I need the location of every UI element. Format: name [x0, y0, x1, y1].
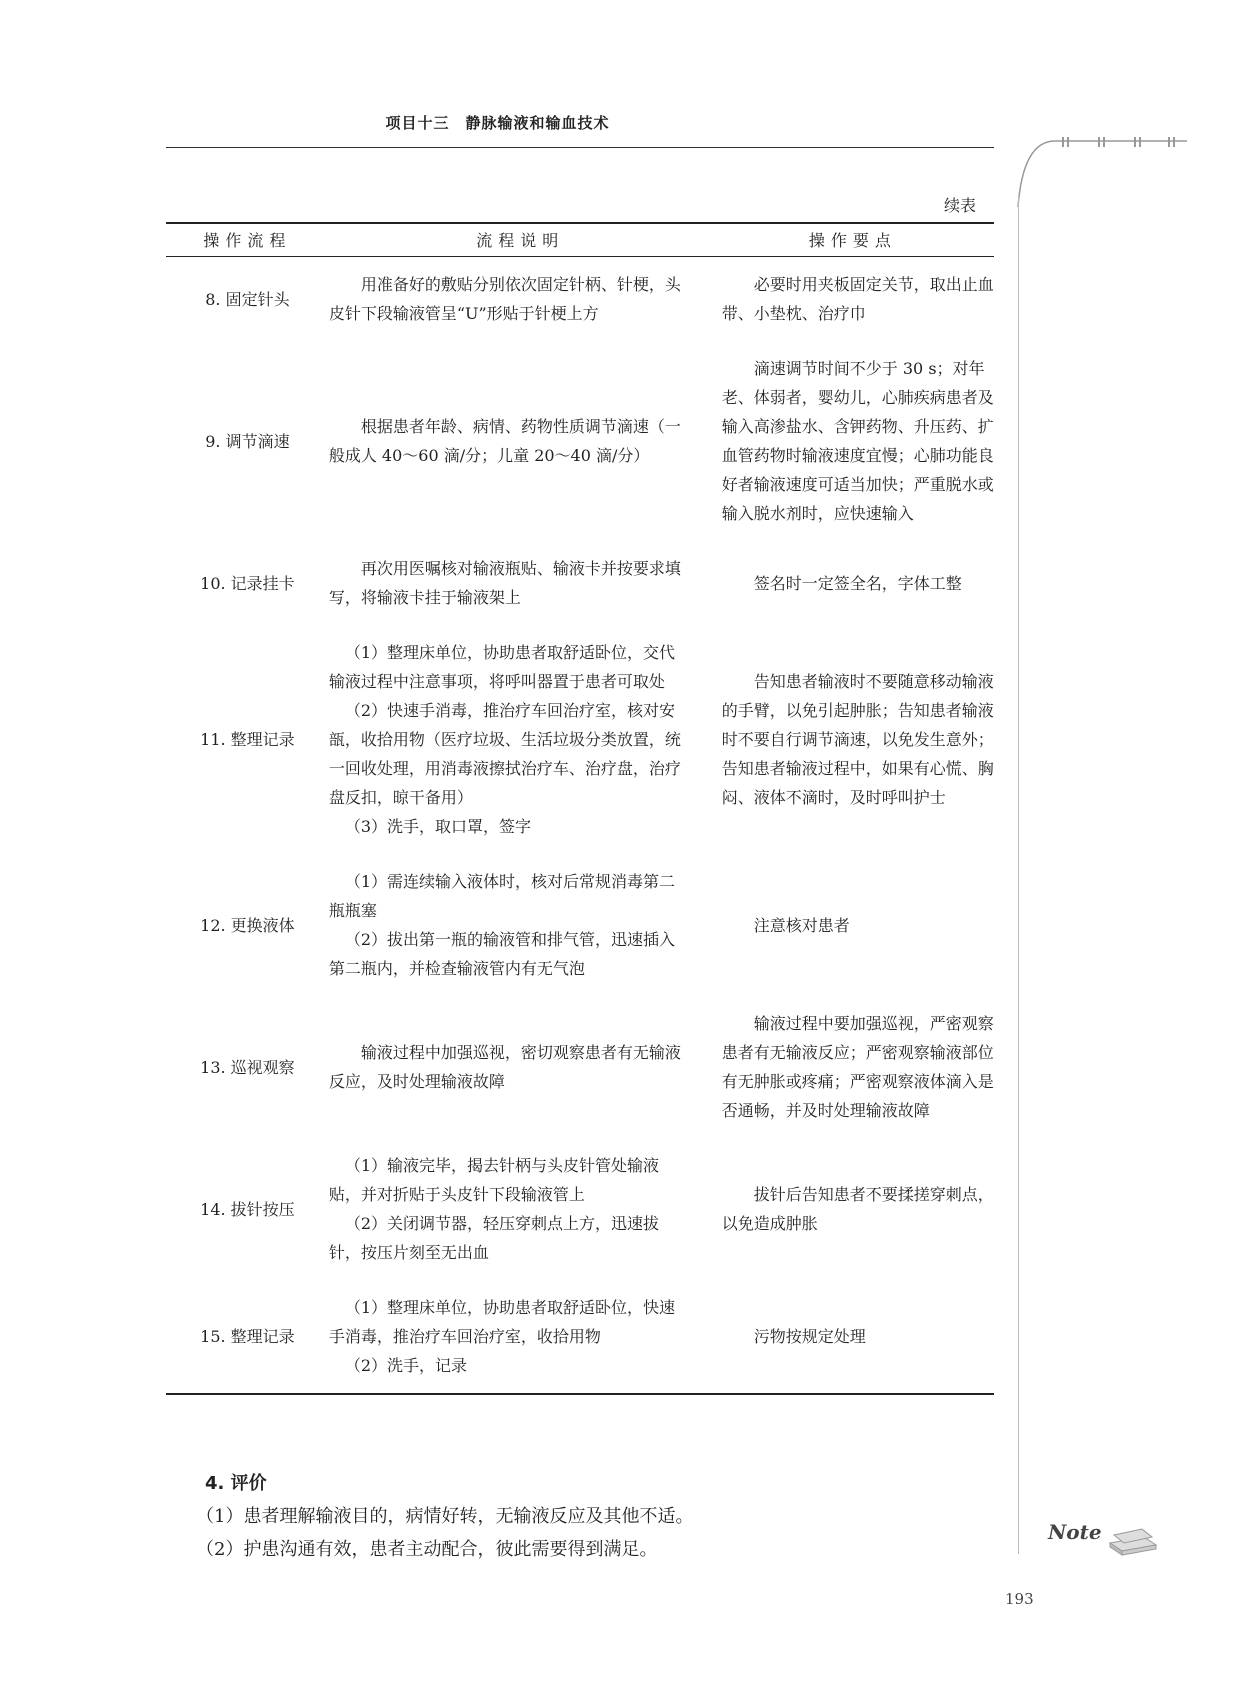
continued-label: 续表: [944, 196, 977, 215]
description-paragraph: （3）洗手，取口罩，签字: [344, 817, 532, 836]
description-paragraph: （1）需连续输入液体时，核对后常规消毒第二瓶瓶塞: [328, 872, 676, 920]
evaluation-item: （2）护患沟通有效，患者主动配合，彼此需要得到满足。: [196, 1539, 658, 1560]
header-description: 流程说明: [329, 223, 712, 257]
key-points-text: 必要时用夹板固定关节，取出止血带、小垫枕、治疗巾: [721, 275, 994, 323]
description-paragraph: 用准备好的敷贴分别依次固定针柄、针梗，头皮针下段输液管呈“U”形贴于针梗上方: [328, 275, 681, 323]
table-row: [166, 1138, 994, 1280]
key-points-text: 告知患者输液时不要随意移动输液的手臂，以免引起肿胀；告知患者输液时不要自行调节滴速，以免发生意外；告知患者输液过程中，如果有心慌、胸闷、液体不滴时，及时呼叫护士: [721, 672, 994, 807]
step-cell: 10. 记录挂卡: [200, 573, 295, 593]
key-points-cell: [712, 625, 994, 854]
description-cell: [329, 257, 712, 342]
margin-vertical-line: [1018, 196, 1019, 1554]
key-points-cell: [712, 1138, 994, 1280]
key-points-cell: [712, 541, 994, 625]
key-points-text: 滴速调节时间不少于 30 s；对年老、体弱者，婴幼儿，心肺疾病患者及输入高渗盐水、含钾药物、升压药、扩血管药物时输液速度宜慢；心肺功能良好者输液速度可适当加快；严重脱水或输入脱水剂时，应快速输入: [721, 359, 994, 523]
description-paragraph: 再次用医嘱核对输液瓶贴、输液卡并按要求填写，将输液卡挂于输液架上: [328, 559, 681, 607]
key-points-cell: [712, 996, 994, 1138]
step-cell: 15. 整理记录: [166, 1280, 329, 1394]
description-cell: [329, 341, 712, 541]
table-row: [166, 625, 994, 854]
description-paragraph: （2）洗手，记录: [344, 1356, 468, 1375]
key-points-text: 注意核对患者: [753, 915, 850, 935]
step-cell: 13. 巡视观察: [200, 1057, 295, 1077]
table-header-row: [166, 223, 994, 257]
description-paragraph: （1）输液完毕，揭去针柄与头皮针管处输液贴，并对折贴于头皮针下段输液管上: [328, 1156, 660, 1204]
description-paragraph: （1）整理床单位，协助患者取舒适卧位，交代输液过程中注意事项，将呼叫器置于患者可取处: [328, 643, 676, 691]
description-paragraph: （2）快速手消毒，推治疗车回治疗室，核对安瓿，收拾用物（医疗垃圾、生活垃圾分类放置，统一回收处理，用消毒液擦拭治疗车、治疗盘，治疗盘反扣，晾干备用）: [328, 701, 681, 807]
description-cell: [329, 1280, 712, 1394]
evaluation-section: [196, 1467, 694, 1566]
key-points-cell: [712, 1280, 994, 1394]
description-cell: [329, 1138, 712, 1280]
key-points-text: 污物按规定处理: [753, 1327, 866, 1346]
table-row: [166, 541, 994, 625]
evaluation-item: （1）患者理解输液目的，病情好转，无输液反应及其他不适。: [196, 1506, 694, 1527]
table-row: [166, 854, 994, 996]
description-paragraph: （2）关闭调节器，轻压穿刺点上方，迅速拔针，按压片刻至无出血: [328, 1214, 660, 1262]
description-paragraph: 根据患者年龄、病情、药物性质调节滴速（一般成人 40～60 滴/分；儿童 20～40 滴/分）: [328, 417, 681, 465]
key-points-text: 拔针后告知患者不要揉搓穿刺点，以免造成肿胀: [721, 1185, 994, 1233]
description-paragraph: （1）整理床单位，协助患者取舒适卧位，快速手消毒，推治疗车回治疗室，收拾用物: [328, 1298, 676, 1346]
step-cell: 11. 整理记录: [200, 730, 295, 749]
step-cell: 9. 调节滴速: [205, 431, 290, 451]
header-rule: [166, 147, 994, 148]
description-cell: [329, 854, 712, 996]
table-row: [166, 996, 994, 1138]
table-row: [166, 1280, 994, 1394]
table-row: [166, 341, 994, 541]
key-points-cell: [712, 854, 994, 996]
step-cell: 12. 更换液体: [200, 915, 295, 935]
key-points-text: 输液过程中要加强巡视，严密观察患者有无输液反应；严密观察输液部位有无肿胀或疼痛；严密观察液体滴入是否通畅，并及时处理输液故障: [721, 1014, 994, 1120]
step-cell: 8. 固定针头: [205, 289, 290, 309]
description-cell: [329, 541, 712, 625]
header-step: 操作流程: [166, 223, 329, 257]
description-paragraph: （2）拔出第一瓶的输液管和排气管，迅速插入第二瓶内，并检查输液管内有无气泡: [328, 930, 676, 978]
table-row: [166, 257, 994, 342]
note-logo-text: Note: [1048, 1520, 1102, 1544]
description-cell: [329, 996, 712, 1138]
procedure-table: [166, 222, 994, 1395]
description-cell: [329, 625, 712, 854]
key-points-cell: [712, 341, 994, 541]
margin-decoration: [1015, 137, 1190, 207]
key-points-cell: [712, 257, 994, 342]
header-key-points: 操作要点: [712, 223, 994, 257]
description-paragraph: 输液过程中加强巡视，密切观察患者有无输液反应，及时处理输液故障: [328, 1043, 681, 1091]
table-body: [166, 257, 994, 1395]
running-header-title: 项目十三 静脉输液和输血技术: [385, 114, 610, 132]
evaluation-heading: 4. 评价: [205, 1473, 267, 1494]
key-points-text: 签名时一定签全名，字体工整: [753, 573, 962, 593]
step-cell: 14. 拔针按压: [200, 1199, 295, 1219]
page-number: 193: [1005, 1590, 1034, 1608]
